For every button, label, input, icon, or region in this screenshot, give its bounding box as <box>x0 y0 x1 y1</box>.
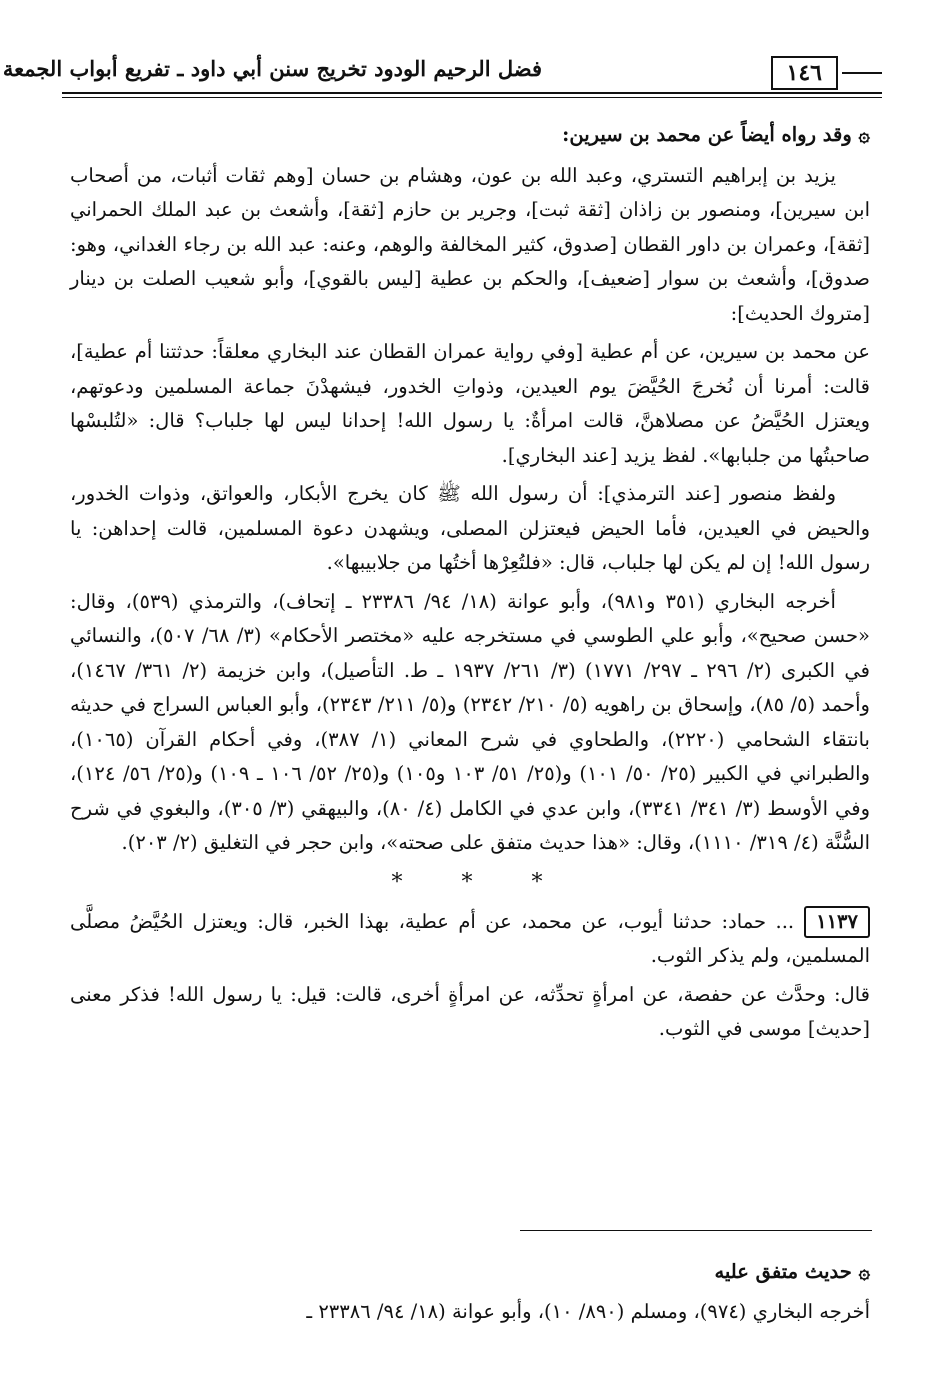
page-number: ١٤٦ <box>771 56 838 90</box>
footnote-heading: ۞ حديث متفق عليه <box>714 1260 870 1283</box>
page-number-box <box>771 56 882 90</box>
section-subheading: ۞ وقد رواه أيضاً عن محمد بن سيرين: <box>562 123 870 146</box>
hadith-1137-continuation: قال: وحدَّث عن حفصة، عن امرأةٍ تحدِّثه، عن امرأةٍ أخرى، قالت: قيل: يا رسول الله! فذكر معنى [حديث] موسى في الثوب. <box>70 982 870 1040</box>
footnote-rule <box>520 1230 872 1231</box>
header-rule-thin <box>62 97 882 98</box>
section-separator: * * * <box>391 869 569 895</box>
hadith-1137 <box>70 905 870 974</box>
narrators-paragraph: يزيد بن إبراهيم التستري، وعبد الله بن عون، وهشام بن حسان [وهم ثقات أثبات، من أصحاب ابن سيرين]، ومنصور بن زاذان [ثقة ثبت]، وجرير بن حازم [ثقة]، وأشعث بن عبد الملك الحمراني [ثقة]، وعمران بن داور القطان [صدوق، كثير المخالفة والوهم، وعنه: عبد الله بن رجاء الغداني، وهو: صدوق]، وأشعث بن سوار [ضعيف]، والحكم بن عطية [ليس بالقوي]، وأبو شعيب الصلت بن دينار [متروك الحديث]: <box>70 163 870 325</box>
main-text <box>70 118 870 1047</box>
takhrij-paragraph: أخرجه البخاري (٣٥١ و٩٨١)، وأبو عوانة (١٨/ ٩٤/ ٢٣٣٨٦ ـ إتحاف)، والترمذي (٥٣٩)، وقال: «حسن صحيح»، وأبو علي الطوسي في مستخرجه عليه «مختصر الأحكام» (٣/ ٦٨/ ٥٠٧)، والنسائي في الكبرى (٢/ ٢٩٦ ـ ٢٩٧/ ١٧٧١) (٣/ ٢٦١/ ١٩٣٧ ـ ط. التأصيل)، وابن خزيمة (٢/ ٣٦١/ ١٤٦٧)، وأحمد (٥/ ٨٥)، وإسحاق بن راهويه (٥/ ٢١٠/ ٢٣٤٢) و(٥/ ٢١١/ ٢٣٤٣)، وأبو العباس السراج في حديثه بانتقاء الشحامي (٢٢٢٠)، والطحاوي في شرح المعاني (١/ ٣٨٧)، وفي أحكام القرآن (١٠٦٥)، والطبراني في الكبير (٢٥/ ٥٠/ ١٠١) و(٢٥/ ٥١/ ١٠٣ و١٠٥) و(٢٥/ ٥٢/ ١٠٦ ـ ١٠٩) و(٢٥/ ٥٦/ ١٢٤)، وفي الأوسط (٣/ ٣٤١/ ٣٣٤١)، وابن عدي في الكامل (٤/ ٨٠)، والبيهقي (٣/ ٣٠٥)، والبغوي في شرح السُّنَّة (٤/ ٣١٩/ ١١١٠)، وقال: «هذا حديث متفق على صحته»، وابن حجر في التغليق (٢/ ٢٠٣). <box>70 589 870 854</box>
header-dash <box>842 72 882 74</box>
hadith-1137-text: ... حماد: حدثنا أيوب، عن محمد، عن أم عطية، بهذا الخبر، قال: ويعتزل الحُيَّضُ مصلَّى المسلمين، ولم يذكر الثوب. <box>70 909 870 967</box>
hadith-number-box: ١١٣٧ <box>804 906 870 938</box>
hadith-text-1: عن محمد بن سيرين، عن أم عطية [وفي رواية عمران القطان عند البخاري معلقاً: حدثتنا أم عطية]، قالت: أمرنا أن نُخرجَ الحُيَّضَ يوم العيدين، وذواتِ الخدور، فيشهدْنَ جماعة المسلمين ودعوتهم، ويعتزل الحُيَّضُ عن مصلاهنَّ، قالت امرأةٌ: يا رسول الله! إحدانا ليس لها جلباب؟ قال: «لتُلبسْها صاحبتُها من جلبابها». لفظ يزيد [عند البخاري]. <box>70 340 870 467</box>
running-title: فضل الرحيم الودود تخريج سنن أبي داود ـ تفريع أبواب الجمعة <box>2 56 542 81</box>
header-rule-thick <box>62 92 882 94</box>
footnote <box>70 1252 870 1332</box>
hadith-text-2: ولفظ منصور [عند الترمذي]: أن رسول الله ﷺ كان يخرج الأبكار، والعواتق، وذوات الخدور، والحيض في العيدين، فأما الحيض فيعتزلن المصلى، ويشهدن دعوة المسلمين، قالت إحداهن: يا رسول الله! إن لم يكن لها جلباب، قال: «فلتُعِرْها أختُها من جلابيبها». <box>70 482 870 574</box>
page-header <box>2 50 882 102</box>
footnote-text: أخرجه البخاري (٩٧٤)، ومسلم (٨٩٠/ ١٠)، وأبو عوانة (١٨/ ٩٤/ ٢٣٣٨٦ ـ <box>306 1300 870 1323</box>
